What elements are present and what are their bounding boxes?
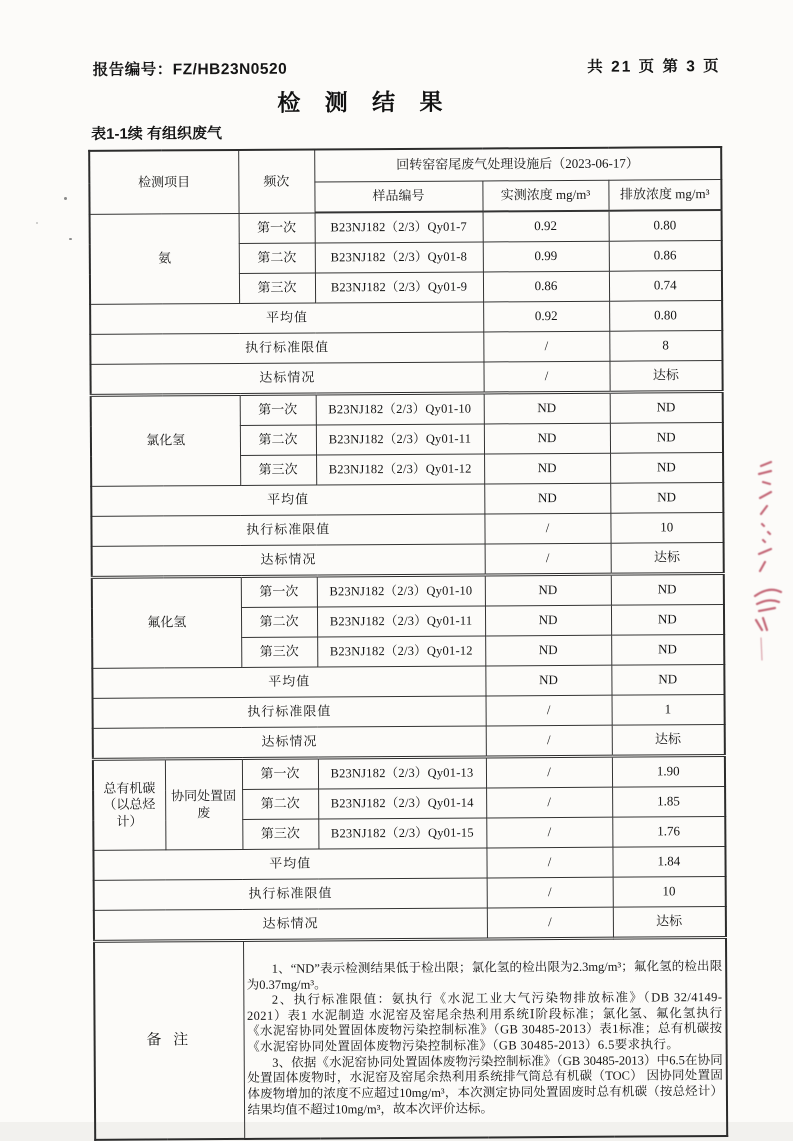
scan-speck (36, 222, 38, 224)
freq-cell: 第三次 (240, 455, 316, 485)
measured-cell: ND (484, 483, 610, 514)
sample-id-cell: B23NJ182（2/3）Qy01-13 (318, 757, 486, 789)
measured-cell: ND (484, 392, 610, 424)
measured-cell: ND (485, 635, 611, 666)
emission-cell: 0.74 (609, 271, 722, 302)
remark-1: 1、“ND”表示检测结果低于检出限；氯化氢的检出限为2.3mg/m³；氟化氢的检出限为0.37mg/m³。 (246, 958, 723, 992)
sample-id-cell: B23NJ182（2/3）Qy01-15 (318, 818, 486, 849)
freq-cell: 第二次 (239, 243, 315, 273)
limit-row (93, 695, 725, 729)
item-sub-label: 协同处置固废 (165, 758, 243, 849)
emission-cell: 达标 (613, 906, 726, 938)
sample-id-cell: B23NJ182（2/3）Qy01-9 (315, 272, 483, 303)
sample-id-cell: B23NJ182（2/3）Qy01-10 (316, 393, 484, 425)
average-label: 平均值 (91, 484, 484, 516)
item-label: 氟化氢 (92, 576, 242, 668)
emission-cell: 达标 (609, 361, 722, 393)
limit-label: 执行标准限值 (94, 878, 487, 910)
measured-cell: / (486, 847, 612, 878)
scan-speck (64, 197, 67, 200)
emission-cell: 1.90 (612, 755, 725, 787)
remarks-label: 备 注 (94, 940, 244, 1139)
limit-label: 执行标准限值 (93, 696, 486, 728)
compliance-row (92, 543, 724, 578)
compliance-label: 达标情况 (90, 362, 483, 395)
emission-cell: 1.76 (612, 816, 725, 847)
limit-label: 执行标准限值 (90, 332, 483, 364)
sample-id-cell: B23NJ182（2/3）Qy01-7 (315, 211, 483, 243)
emission-cell: 0.80 (609, 210, 722, 241)
emission-cell: ND (611, 635, 724, 666)
compliance-row (93, 725, 725, 760)
sample-id-cell: B23NJ182（2/3）Qy01-8 (315, 242, 483, 273)
measured-cell: 0.86 (483, 271, 609, 302)
emission-cell: 达标 (612, 725, 725, 757)
measured-cell: 0.92 (483, 211, 609, 242)
item-label: 氨 (90, 213, 240, 304)
emission-cell: ND (610, 453, 723, 484)
results-table (88, 146, 728, 1141)
table-caption: 表1-1续 有组织废气 (91, 125, 222, 143)
average-row (93, 846, 725, 880)
header-col-measured: 实测浓度 mg/m³ (482, 180, 608, 211)
measured-cell: 0.92 (483, 301, 609, 332)
table-row (90, 210, 722, 244)
average-row (90, 301, 722, 335)
freq-cell: 第二次 (240, 425, 316, 455)
freq-cell: 第一次 (241, 576, 317, 607)
header-col-emission: 排放浓度 mg/m³ (608, 180, 721, 211)
emission-cell: 10 (613, 876, 726, 907)
freq-cell: 第三次 (241, 637, 317, 667)
measured-cell: / (486, 817, 612, 848)
report-number-label: 报告编号： (92, 61, 173, 79)
freq-cell: 第三次 (239, 273, 315, 303)
measured-cell: / (485, 543, 611, 575)
compliance-row (90, 361, 722, 396)
remarks-row (94, 937, 727, 1139)
sample-id-cell: B23NJ182（2/3）Qy01-12 (317, 636, 485, 667)
measured-cell: / (487, 907, 613, 939)
measured-cell: 0.99 (483, 241, 609, 272)
header-col-sample: 样品编号 (314, 181, 482, 213)
emission-cell: ND (611, 665, 724, 696)
red-seal-fragment-icon (747, 458, 789, 668)
average-row (91, 483, 723, 517)
item-label: 氯化氢 (91, 394, 241, 486)
item-label: 总有机碳（以总烃计） (93, 759, 166, 850)
emission-cell: 0.80 (609, 301, 722, 332)
sample-id-cell: B23NJ182（2/3）Qy01-14 (318, 788, 486, 819)
measured-cell: / (487, 877, 613, 908)
emission-cell: 1 (612, 695, 725, 726)
table-row (93, 755, 725, 790)
page-header (93, 54, 721, 80)
measured-cell: ND (485, 574, 611, 606)
freq-cell: 第一次 (239, 212, 315, 243)
compliance-label: 达标情况 (93, 726, 486, 759)
header-col-freq: 频次 (238, 149, 314, 212)
remarks-body (243, 937, 727, 1138)
compliance-label: 达标情况 (92, 544, 485, 577)
measured-cell: ND (485, 605, 611, 636)
limit-row (90, 331, 722, 365)
measured-cell: ND (484, 423, 610, 454)
measured-cell: / (483, 331, 609, 362)
table-header-row-1 (89, 147, 721, 183)
average-label: 平均值 (92, 666, 485, 698)
emission-cell: 1.85 (612, 786, 725, 817)
measured-cell: / (486, 756, 612, 788)
emission-cell: ND (610, 423, 723, 454)
sample-id-cell: B23NJ182（2/3）Qy01-11 (317, 606, 485, 637)
emission-cell: 达标 (611, 543, 724, 575)
freq-cell: 第二次 (242, 789, 318, 819)
header-col-item: 检测项目 (89, 150, 238, 214)
table-row (91, 392, 723, 427)
measured-cell: / (483, 361, 609, 393)
page-title: 检 测 结 果 (277, 88, 452, 116)
report-number (93, 57, 288, 80)
freq-cell: 第二次 (241, 607, 317, 637)
measured-cell: ND (484, 453, 610, 484)
emission-cell: ND (611, 605, 724, 636)
average-label: 平均值 (93, 848, 486, 880)
measured-cell: / (486, 787, 612, 818)
measured-cell: / (484, 513, 610, 544)
compliance-label: 达标情况 (94, 908, 487, 941)
measured-cell: / (486, 695, 612, 726)
measured-cell: / (486, 725, 612, 757)
remark-2: 2、执行标准限值：氨执行《水泥工业大气污染物排放标准》（DB 32/4149-2021）表1 水泥制造 水泥窑及窑尾余热利用系统Ⅰ阶段标准；氯化氢、氟化氢执行《水泥窑协同处置固体废物污染控制标准》（GB 30485-2013）表1标准；总有机碳按《水泥窑协同处置固体废物污染控制标准》（GB 30485-2013）6.5要求执行。 (246, 990, 723, 1054)
remark-3: 3、依据《水泥窑协同处置固体废物污染控制标准》（GB 30485-2013）中6.5在协同处置固体废物时，水泥窑及窑尾余热利用系统排气筒总有机碳（TOC） 因协同处置固体废物增加的浓度不应超过10mg/m³，本次测定协同处置固废时总有机碳（按总烃计）结果均值不超过10mg/m³，故本次评价达标。 (247, 1052, 723, 1117)
table-row (92, 574, 724, 609)
average-row (92, 665, 724, 699)
freq-cell: 第一次 (240, 394, 316, 425)
compliance-row (94, 906, 726, 941)
emission-cell: ND (611, 574, 724, 606)
report-number-value: FZ/HB23N0520 (172, 60, 288, 79)
sample-id-cell: B23NJ182（2/3）Qy01-11 (316, 424, 484, 455)
page-count: 共 21 页 第 3 页 (587, 58, 721, 76)
limit-row (94, 876, 726, 910)
average-label: 平均值 (90, 302, 483, 334)
sample-id-cell: B23NJ182（2/3）Qy01-10 (317, 575, 485, 607)
header-span-title: 回转窑窑尾废气处理设施后（2023-06-17） (314, 147, 721, 182)
emission-cell: 0.86 (609, 241, 722, 272)
emission-cell: ND (610, 483, 723, 514)
emission-cell: 10 (610, 513, 723, 544)
limit-label: 执行标准限值 (91, 514, 484, 546)
sample-id-cell: B23NJ182（2/3）Qy01-12 (316, 454, 484, 485)
emission-cell: ND (610, 392, 723, 424)
freq-cell: 第一次 (242, 758, 318, 789)
scan-speck (69, 238, 72, 240)
limit-row (91, 513, 723, 547)
emission-cell: 8 (609, 331, 722, 362)
freq-cell: 第三次 (242, 819, 318, 849)
measured-cell: ND (485, 665, 611, 696)
emission-cell: 1.84 (612, 846, 725, 877)
